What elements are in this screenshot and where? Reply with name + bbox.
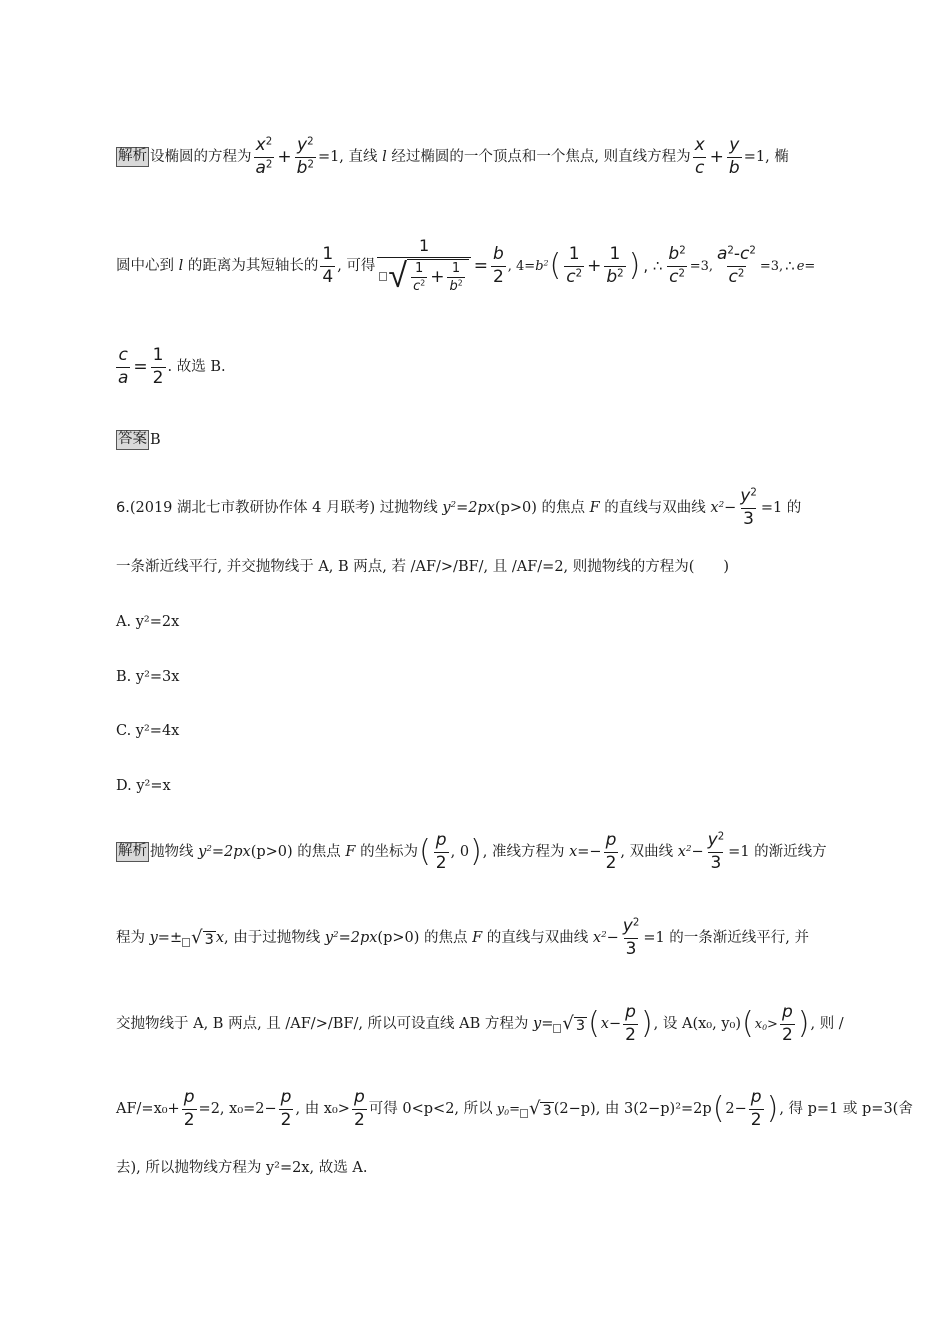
option-a[interactable] — [116, 612, 832, 632]
equals-sign: = — [473, 255, 488, 276]
text: , 可得 — [337, 257, 376, 274]
math-x2: $x^2-$ — [705, 499, 737, 516]
fraction-y2-3: $\frac{y^2}{3}$ — [622, 915, 640, 959]
variable-F: F — [585, 499, 605, 516]
text: , 则 / — [810, 1015, 844, 1032]
fraction-b2-c2: $\frac{b^2}{c^2}$ — [668, 243, 686, 287]
q6-analysis-line-3: 交抛物线于 A, B 两点, 且 /AF/>/BF/, 所以可设直线 AB 方程为 y= √ 3 ( x− $\frac{p}{2}$ ) , 设 A(x₀, y₀) ( $x_0>$ $\frac{p}{2}$ ) , 则 / — [116, 1001, 844, 1045]
math-y2-2px: $y^2=2px$ — [437, 499, 495, 516]
text: 的直线与双曲线 — [604, 499, 706, 516]
text: , 由 x₀> — [295, 1100, 350, 1117]
right-paren: ) — [628, 248, 641, 283]
text: =1 的渐近线方 — [728, 843, 827, 860]
text: . 故选 B. — [167, 358, 226, 375]
q5-answer-line — [116, 430, 832, 450]
plus-sign: + — [709, 146, 724, 167]
text: AF/=x₀+ — [116, 1100, 180, 1117]
text: =1, 椭 — [743, 148, 789, 165]
text: (2019 湖北七市教研协作体 4 月联考) 过抛物线 — [129, 499, 438, 516]
text: =3, — [759, 258, 784, 274]
option-label: C. y²=4x — [116, 722, 180, 739]
text: 可得 0<p<2, 所以 — [368, 1100, 493, 1117]
q5-analysis-line-3: $\frac{c}{a}$ = $\frac{1}{2}$ . 故选 B. — [118, 344, 226, 388]
text: 圆中心到 — [116, 257, 174, 274]
q6-stem-line-2 — [116, 557, 832, 577]
sqrt-symbol: √ $\frac{1}{c^2}$ + $\frac{1}{b^2}$ — [379, 259, 468, 294]
fraction-c-a: $\frac{c}{a}$ — [118, 344, 129, 388]
sqrt-3: √ 3 — [553, 1015, 587, 1033]
text: 抛物线 — [150, 843, 194, 860]
text: 经过椭圆的一个顶点和一个焦点, 则直线方程为 — [391, 148, 691, 165]
text: 的直线与双曲线 — [486, 929, 589, 946]
placeholder-box-icon — [520, 1109, 528, 1118]
variable-b2: $b^2$ — [535, 258, 549, 274]
text: (p>0) 的焦点 — [250, 843, 341, 860]
fraction-y2-3: $\frac{y^2}{3}$ — [707, 829, 725, 873]
fraction-p-2: $\frac{p}{2}$ — [605, 829, 617, 873]
text: =1 的一条渐近线平行, 并 — [643, 929, 810, 946]
fraction-p-2: $\frac{p}{2}$ — [183, 1086, 195, 1130]
question-number: 6. — [116, 499, 130, 516]
text: e= — [796, 258, 816, 274]
text: 的距离为其短轴长的 — [187, 257, 319, 274]
math-x2: $x^2-$ — [588, 929, 619, 946]
sqrt-3: √ 3 — [182, 929, 216, 947]
fraction-1-2: $\frac{1}{2}$ — [152, 344, 164, 388]
text: , 设 A(x₀, y₀) — [653, 1015, 741, 1032]
text: =1 的 — [760, 499, 802, 516]
fraction-y2-3: $\frac{y^2}{3}$ — [740, 485, 757, 529]
q6-analysis-line-5 — [116, 1158, 832, 1178]
text: =2, x₀=2− — [198, 1100, 277, 1117]
text: , 由于过抛物线 — [224, 929, 321, 946]
q5-analysis-line-2: 圆中心到 l 的距离为其短轴长的 $\frac{1}{4}$ , 可得 1 √ $\frac{1}{c^2}$ + $\frac{1}{b^2}$ = $\frac{b}{2}$ , 4= $b^2$ ( $\frac{1}{c^2}$ + $\frac{1}{b^2}$ ) , ∴ $\frac{b^2}{c^2}$ =3, $\frac{a^2-c^2}{c^2}$ =3, ∴ e= — [116, 235, 816, 296]
fraction-1-c2: $\frac{1}{c^2}$ — [566, 243, 583, 287]
q5-analysis-line-1 — [116, 134, 832, 178]
therefore-symbol: ∴ — [785, 256, 795, 275]
fraction-p-2: $\frac{p}{2}$ — [353, 1086, 365, 1130]
placeholder-box-icon — [182, 938, 190, 947]
fraction-1-b2: $\frac{1}{b^2}$ — [606, 243, 624, 287]
text: =1, 直线 — [317, 148, 378, 165]
text: , 得 p=1 或 p=3(舍 — [779, 1100, 913, 1117]
left-paren: ( — [549, 248, 562, 283]
math-y-eq: y=± — [145, 929, 183, 946]
math-x2: $x^2-$ — [673, 843, 704, 860]
fraction-p-2: $\frac{p}{2}$ — [781, 1001, 793, 1045]
therefore-symbol: , ∴ — [643, 256, 663, 275]
text: 一条渐近线平行, 并交抛物线于 A, B 两点, 若 /AF/>/BF/, 且 /AF/=2, 则抛物线的方程为( ) — [116, 558, 730, 575]
variable-F: F — [467, 929, 487, 946]
q6-analysis-line-1: 解析 抛物线 $y^2=2px$ (p>0) 的焦点 F 的坐标为 ( $\frac{p}{2}$ , 0 ) , 准线方程为 x=− $\frac{p}{2}$ , 双曲线 $x^2-$ $\frac{y^2}{3}$ =1 的渐近线方 — [118, 829, 827, 873]
text: 去), 所以抛物线方程为 y²=2x, 故选 A. — [116, 1159, 368, 1176]
fraction-p-2: $\frac{p}{2}$ — [750, 1086, 762, 1130]
variable-l: l — [377, 148, 392, 165]
fraction-p-2: $\frac{p}{2}$ — [435, 829, 447, 873]
text: (p>0) 的焦点 — [494, 499, 586, 516]
text: (2−p), 由 3(2−p)²=2p — [553, 1100, 712, 1117]
math-x-eq: x=− — [564, 843, 602, 860]
fraction-p-2: $\frac{p}{2}$ — [280, 1086, 292, 1130]
fraction-distance: 1 √ $\frac{1}{c^2}$ + $\frac{1}{b^2}$ — [377, 238, 470, 294]
q6-analysis-line-4: AF/=x₀+ $\frac{p}{2}$ =2, x₀=2− $\frac{p}{2}$ , 由 x₀> $\frac{p}{2}$ 可得 0<p<2, 所以 $y_0=$ √ 3 (2−p), 由 3(2−p)²=2p ( 2− $\frac{p}{2}$ ) , 得 p=1 或 p=3(舍 — [116, 1086, 913, 1130]
fraction-b-2: $\frac{b}{2}$ — [492, 243, 504, 287]
option-b[interactable] — [116, 667, 832, 687]
fraction-p-2: $\frac{p}{2}$ — [625, 1001, 636, 1045]
fraction-y2-b2: $\frac{y^2}{b^2}$ — [296, 134, 314, 178]
answer-tag: 答案 — [116, 430, 149, 450]
plus-sign: + — [277, 146, 292, 167]
placeholder-box-icon — [379, 272, 387, 281]
fraction-a2-minus-c2-over-c2: $\frac{a^2-c^2}{c^2}$ — [716, 243, 756, 287]
option-c[interactable] — [116, 721, 832, 741]
text: 设椭圆的方程为 — [150, 148, 252, 165]
option-label: A. y²=2x — [116, 613, 180, 630]
text: (p>0) 的焦点 — [377, 929, 468, 946]
variable-F: F — [340, 843, 361, 860]
text: 交抛物线于 A, B 两点, 且 /AF/>/BF/, 所以可设直线 AB 方程为 — [116, 1015, 529, 1032]
sqrt-3: √ 3 — [520, 1100, 554, 1118]
math-y2-2px: $y^2=2px$ — [193, 843, 251, 860]
text: 程为 — [116, 929, 145, 946]
text: =3, — [689, 258, 713, 274]
option-label: D. y²=x — [116, 777, 171, 794]
fraction-x-c: $\frac{x}{c}$ — [694, 134, 705, 178]
option-label: B. y²=3x — [116, 668, 180, 685]
answer-value: B — [150, 431, 161, 448]
text: , 双曲线 — [620, 843, 674, 860]
placeholder-box-icon — [553, 1024, 561, 1033]
text: , 4= — [507, 258, 536, 274]
math-y-eq: y= — [528, 1015, 554, 1032]
analysis-tag: 解析 — [116, 842, 149, 862]
analysis-tag: 解析 — [116, 147, 149, 167]
q6-stem-line-1 — [116, 485, 832, 529]
option-d[interactable] — [116, 776, 832, 796]
fraction-y-b: $\frac{y}{b}$ — [728, 134, 740, 178]
q6-analysis-line-2: 程为 y=± √ 3 x , 由于过抛物线 $y^2=2px$ (p>0) 的焦点 F 的直线与双曲线 $x^2-$ $\frac{y^2}{3}$ =1 的一条渐近线平行, 并 — [116, 915, 810, 959]
text: 的坐标为 — [360, 843, 419, 860]
fraction-1-4: $\frac{1}{4}$ — [322, 243, 334, 287]
variable-l: l — [174, 257, 188, 274]
text: , 准线方程为 — [482, 843, 565, 860]
math-y2-2px: $y^2=2px$ — [320, 929, 378, 946]
fraction-x2-a2: $\frac{x^2}{a^2}$ — [255, 134, 273, 178]
